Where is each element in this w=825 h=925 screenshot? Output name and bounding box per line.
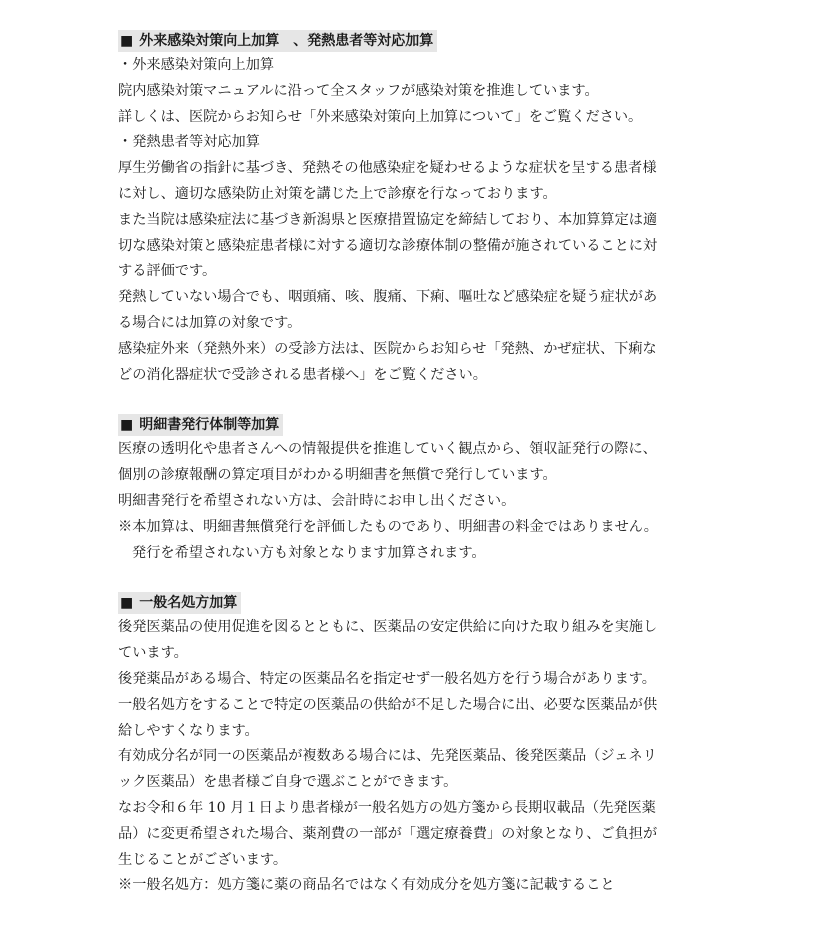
paragraph-line: 医療の透明化や患者さんへの情報提供を推進していく観点から、領収証発行の際に、 bbox=[118, 441, 657, 458]
paragraph-line: 厚生労働省の指針に基づき、発熱その他感染症を疑わせるような症状を呈する患者様 bbox=[118, 160, 657, 177]
paragraph-line: 感染症外来（発熱外来）の受診方法は、医院からお知らせ「発熱、かぜ症状、下痢な bbox=[118, 340, 657, 357]
section-heading-text: 明細書発行体制等加算 bbox=[139, 417, 280, 434]
section-heading bbox=[118, 30, 437, 52]
paragraph-line: 後発薬品がある場合、特定の医薬品名を指定せず一般名処方を行う場合があります。 bbox=[118, 670, 656, 687]
paragraph-line: 後発医薬品の使用促進を図るとともに、医薬品の安定供給に向けた取り組みを実施し bbox=[118, 619, 658, 636]
section-itemized-receipt bbox=[118, 414, 708, 566]
paragraph-line: 給しやすくなります。 bbox=[118, 722, 259, 739]
square-bullet-icon: ■ bbox=[120, 33, 134, 49]
paragraph-line: 発行を希望されない方も対象となります加算されます。 bbox=[132, 544, 486, 561]
square-bullet-icon: ■ bbox=[120, 595, 134, 612]
paragraph-line: 生じることがございます。 bbox=[118, 851, 288, 868]
paragraph-line: どの消化器症状で受診される患者様へ」をご覧ください。 bbox=[118, 366, 487, 383]
paragraph-line: 品）に変更希望された場合、薬剤費の一部が「選定療養費」の対象となり、ご負担が bbox=[118, 825, 658, 842]
section-heading-text: 一般名処方加算 bbox=[139, 595, 238, 612]
paragraph-line: る場合には加算の対象です。 bbox=[118, 314, 302, 331]
section-heading-text: 外来感染対策向上加算 、発熱患者等対応加算 bbox=[139, 33, 434, 49]
section-heading bbox=[118, 414, 283, 436]
paragraph-line: に対し、適切な感染防止対策を講じた上で診療を行なっております。 bbox=[118, 185, 557, 202]
section-generic-prescription bbox=[118, 592, 708, 899]
paragraph-line: ※本加算は、明細書無償発行を評価したものであり、明細書の料金ではありません。 bbox=[118, 518, 658, 535]
section-infection-control bbox=[118, 30, 708, 388]
paragraph-line: 切な感染対策と感染症患者様に対する適切な診療体制の整備が施されていることに対 bbox=[118, 237, 658, 254]
paragraph-line: 有効成分名が同一の医薬品が複数ある場合には、先発医薬品、後発医薬品（ジェネリ bbox=[118, 748, 657, 765]
paragraph-line: ています。 bbox=[118, 645, 188, 662]
paragraph-line: 明細書発行を希望されない方は、会計時にお申し出ください。 bbox=[118, 492, 516, 509]
square-bullet-icon: ■ bbox=[120, 417, 134, 434]
paragraph-line: ※一般名処方：処方箋に薬の商品名ではなく有効成分を処方箋に記載すること bbox=[118, 877, 615, 894]
page-content bbox=[118, 30, 708, 925]
paragraph-line: 個別の診療報酬の算定項目がわかる明細書を無償で発行しています。 bbox=[118, 467, 557, 484]
paragraph-line: 一般名処方をすることで特定の医薬品の供給が不足した場合に出、必要な医薬品が供 bbox=[118, 696, 658, 713]
paragraph-line: する評価です。 bbox=[118, 263, 217, 280]
paragraph-line: 発熱していない場合でも、咽頭痛、咳、腹痛、下痢、嘔吐など感染症を疑う症状があ bbox=[118, 289, 658, 306]
paragraph-line: ・外来感染対策向上加算 bbox=[118, 57, 275, 73]
paragraph-line: なお令和６年 10 月１日より患者様が一般名処方の処方箋から長期収載品（先発医薬 bbox=[118, 799, 656, 816]
paragraph-line: 詳しくは、医院からお知らせ「外来感染対策向上加算について」をご覧ください。 bbox=[118, 108, 643, 125]
paragraph-line: また当院は感染症法に基づき新潟県と医療措置協定を締結しており、本加算算定は適 bbox=[118, 211, 658, 228]
paragraph-line: 院内感染対策マニュアルに沿って全スタッフが感染対策を推進しています。 bbox=[118, 82, 599, 99]
paragraph-line: ック医薬品）を患者様ご自身で選ぶことができます。 bbox=[118, 774, 458, 791]
paragraph-line: ・発熱患者等対応加算 bbox=[118, 134, 260, 151]
section-heading bbox=[118, 592, 241, 614]
